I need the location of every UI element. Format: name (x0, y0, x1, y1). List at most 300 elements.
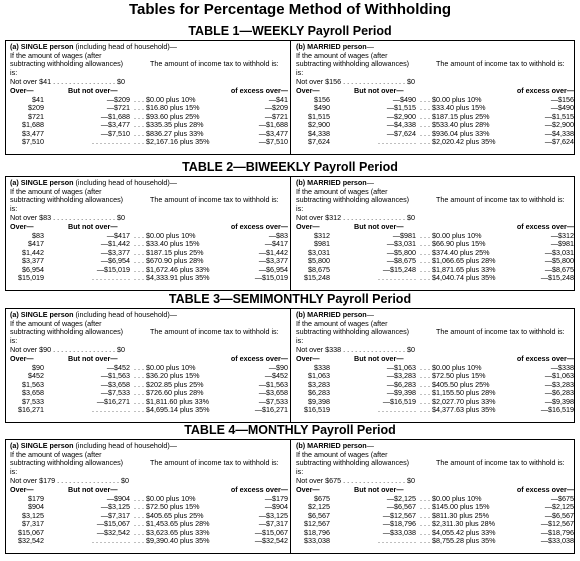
column-divider (290, 309, 291, 422)
wage-but-not-over-cell: —$15,019 (96, 264, 130, 274)
header-over: Over— (10, 221, 34, 231)
bracket-rows (10, 96, 288, 147)
tax-amount-cell: . . . $2,311.30 plus 28% (420, 519, 495, 529)
section-heading-bold: (a) SINGLE person (10, 441, 74, 450)
excess-over-cell: —$209 (264, 103, 288, 113)
tax-amount-cell: . . . $405.65 plus 25% (134, 510, 204, 520)
header-of-excess-over: of excess over— (230, 85, 288, 95)
tax-amount-cell: . . . $202.85 plus 25% (134, 379, 204, 389)
intro-text (10, 320, 288, 346)
tax-amount-cell: . . . $0.00 plus 10% (134, 94, 196, 104)
if-amount-label: If the amount of wages (after subtracting withholding allowances) is: (10, 50, 124, 77)
wage-but-not-over-cell: . . . . . . . . . . (92, 137, 130, 147)
amount-tax-label: The amount of income tax to withhold is: (150, 194, 279, 204)
excess-over-cell: —$18,796 (540, 527, 574, 537)
wage-over-cell: $33,038 (304, 536, 330, 546)
wage-over-cell: $90 (32, 362, 44, 372)
tax-amount-cell: . . . $16.80 plus 15% (134, 103, 200, 113)
tax-amount-cell: . . . $145.00 plus 15% (420, 502, 490, 512)
intro-text (296, 320, 574, 346)
excess-over-cell: —$452 (264, 371, 288, 381)
wage-over-cell: $6,283 (308, 388, 330, 398)
tax-amount-cell: . . . $0.00 plus 10% (134, 362, 196, 372)
table-row (296, 406, 574, 415)
not-over-line: Not over $83 . . . . . . . . . . . . . . . . $0 (10, 212, 126, 222)
amount-tax-label: The amount of income tax to withhold is: (436, 194, 565, 204)
not-over-line: Not over $312 . . . . . . . . . . . . . . . . $0 (296, 212, 416, 222)
wage-but-not-over-cell: —$452 (106, 362, 130, 372)
wage-but-not-over-cell: —$7,533 (100, 388, 130, 398)
wage-over-cell: $3,125 (22, 510, 44, 520)
table-block (5, 423, 575, 554)
wage-over-cell: $156 (314, 94, 330, 104)
excess-over-cell: —$1,688 (258, 120, 288, 130)
if-amount-label: If the amount of wages (after subtracting withholding allowances) is: (10, 186, 124, 213)
wage-but-not-over-cell: —$4,338 (386, 120, 416, 130)
not-over-line: Not over $41 . . . . . . . . . . . . . . . . $0 (10, 76, 126, 86)
tax-amount-cell: . . . $2,167.16 plus 35% (134, 137, 210, 147)
wage-over-cell: $18,796 (304, 527, 330, 537)
section-heading-bold: (a) SINGLE person (10, 42, 74, 51)
wage-over-cell: $721 (28, 111, 44, 121)
single-person-section (10, 442, 288, 546)
header-but-not-over: But not over— (68, 353, 118, 363)
wage-but-not-over-cell: —$3,377 (100, 247, 130, 257)
excess-over-cell: —$3,377 (258, 256, 288, 266)
section-heading-bold: (a) SINGLE person (10, 178, 74, 187)
table-row (296, 537, 574, 546)
header-of-excess-over: of excess over— (230, 484, 288, 494)
header-of-excess-over: of excess over— (230, 353, 288, 363)
wage-over-cell: $1,515 (308, 111, 330, 121)
excess-over-cell: —$33,038 (540, 536, 574, 546)
tax-amount-cell: . . . $335.35 plus 28% (134, 120, 204, 130)
section-heading-bold: (a) SINGLE person (10, 310, 74, 319)
wage-but-not-over-cell: —$7,510 (100, 128, 130, 138)
wage-over-cell: $1,688 (22, 120, 44, 130)
excess-over-cell: —$3,658 (258, 388, 288, 398)
bracket-rows (296, 96, 574, 147)
wage-over-cell: $41 (32, 94, 44, 104)
tax-amount-cell: . . . $4,040.74 plus 35% (420, 273, 496, 283)
table-block (5, 292, 575, 423)
bracket-rows (296, 364, 574, 415)
wage-but-not-over-cell: —$490 (392, 94, 416, 104)
wage-but-not-over-cell: —$12,567 (382, 510, 416, 520)
tax-amount-cell: . . . $2,020.42 plus 35% (420, 137, 496, 147)
header-but-not-over: But not over— (68, 221, 118, 231)
section-heading-bold: (b) MARRIED person (296, 441, 367, 450)
wage-over-cell: $9,398 (308, 396, 330, 406)
wage-but-not-over-cell: —$2,900 (386, 111, 416, 121)
wage-but-not-over-cell: —$1,688 (100, 111, 130, 121)
single-person-section (10, 311, 288, 415)
column-divider (290, 440, 291, 553)
tax-amount-cell: . . . $0.00 plus 10% (420, 94, 482, 104)
single-person-section (10, 179, 288, 283)
wage-over-cell: $2,125 (308, 502, 330, 512)
excess-over-cell: —$179 (264, 493, 288, 503)
wage-over-cell: $209 (28, 103, 44, 113)
section-heading-rest: (including head of household)— (73, 42, 177, 51)
wage-but-not-over-cell: —$6,567 (386, 502, 416, 512)
tax-amount-cell: . . . $1,066.65 plus 28% (420, 256, 496, 266)
tax-amount-cell: . . . $4,333.91 plus 35% (134, 273, 210, 283)
excess-over-cell: —$312 (550, 230, 574, 240)
tax-amount-cell: . . . $374.40 plus 25% (420, 247, 490, 257)
excess-over-cell: —$8,675 (544, 264, 574, 274)
tax-amount-cell: . . . $4,055.42 plus 33% (420, 527, 496, 537)
tax-amount-cell: . . . $811.30 plus 25% (420, 510, 489, 520)
header-but-not-over: But not over— (354, 221, 404, 231)
excess-over-cell: —$156 (550, 94, 574, 104)
tax-amount-cell: . . . $72.50 plus 15% (420, 371, 486, 381)
tax-amount-cell: . . . $4,695.14 plus 35% (134, 405, 210, 415)
wage-over-cell: $1,442 (22, 247, 44, 257)
excess-over-cell: —$490 (550, 103, 574, 113)
wage-over-cell: $3,031 (308, 247, 330, 257)
wage-over-cell: $16,519 (304, 405, 330, 415)
excess-over-cell: —$7,624 (544, 137, 574, 147)
wage-over-cell: $338 (314, 362, 330, 372)
wage-but-not-over-cell: —$15,067 (96, 519, 130, 529)
excess-over-cell: —$90 (268, 362, 288, 372)
wage-but-not-over-cell: —$18,796 (382, 519, 416, 529)
excess-over-cell: —$41 (268, 94, 288, 104)
header-over: Over— (10, 85, 34, 95)
amount-tax-label: The amount of income tax to withhold is: (436, 326, 565, 336)
wage-over-cell: $15,248 (304, 273, 330, 283)
header-but-not-over: But not over— (68, 85, 118, 95)
wage-over-cell: $15,019 (18, 273, 44, 283)
not-over-line: Not over $675 . . . . . . . . . . . . . . . . $0 (296, 475, 416, 485)
wage-over-cell: $7,533 (22, 396, 44, 406)
tax-amount-cell: . . . $187.15 plus 25% (420, 111, 490, 121)
tax-amount-cell: . . . $405.50 plus 25% (420, 379, 490, 389)
wage-but-not-over-cell: —$1,063 (386, 362, 416, 372)
wage-but-not-over-cell: . . . . . . . . . . (378, 137, 416, 147)
excess-over-cell: —$7,533 (258, 396, 288, 406)
tax-amount-cell: . . . $2,027.70 plus 33% (420, 396, 496, 406)
tax-amount-cell: . . . $72.50 plus 15% (134, 502, 200, 512)
bracket-rows (10, 364, 288, 415)
excess-over-cell: —$16,519 (540, 405, 574, 415)
wage-but-not-over-cell: —$16,271 (96, 396, 130, 406)
amount-tax-label: The amount of income tax to withhold is: (150, 457, 279, 467)
wage-over-cell: $6,954 (22, 264, 44, 274)
wage-but-not-over-cell: —$16,519 (382, 396, 416, 406)
table-title: TABLE 1—WEEKLY Payroll Period (188, 24, 392, 38)
bracket-rows (296, 495, 574, 546)
if-amount-label: If the amount of wages (after subtracting withholding allowances) is: (10, 449, 124, 476)
tax-amount-cell: . . . $0.00 plus 10% (420, 362, 482, 372)
section-heading-rest: — (366, 42, 374, 51)
wage-over-cell: $3,477 (22, 128, 44, 138)
wage-but-not-over-cell: . . . . . . . . . . (378, 405, 416, 415)
wage-over-cell: $5,800 (308, 256, 330, 266)
wage-but-not-over-cell: —$1,442 (100, 239, 130, 249)
wage-but-not-over-cell: —$981 (392, 230, 416, 240)
tax-amount-cell: . . . $836.27 plus 33% (134, 128, 204, 138)
excess-over-cell: —$32,542 (254, 536, 288, 546)
tax-amount-cell: . . . $0.00 plus 10% (420, 493, 482, 503)
excess-over-cell: —$1,063 (544, 371, 574, 381)
wage-but-not-over-cell: . . . . . . . . . . (92, 273, 130, 283)
wage-over-cell: $1,063 (308, 371, 330, 381)
wage-but-not-over-cell: —$1,563 (100, 371, 130, 381)
wage-but-not-over-cell: —$2,125 (386, 493, 416, 503)
wage-but-not-over-cell: —$3,658 (100, 379, 130, 389)
excess-over-cell: —$675 (550, 493, 574, 503)
wage-over-cell: $4,338 (308, 128, 330, 138)
intro-text (296, 52, 574, 78)
excess-over-cell: —$338 (550, 362, 574, 372)
header-over: Over— (296, 221, 320, 231)
excess-over-cell: —$7,317 (258, 519, 288, 529)
wage-but-not-over-cell: —$6,954 (100, 256, 130, 266)
table-frame (5, 439, 575, 554)
wage-over-cell: $8,675 (308, 264, 330, 274)
bracket-rows (10, 495, 288, 546)
tax-amount-cell: . . . $533.40 plus 28% (420, 120, 490, 130)
wage-over-cell: $12,567 (304, 519, 330, 529)
table-frame (5, 40, 575, 155)
wage-but-not-over-cell: —$721 (106, 103, 130, 113)
wage-over-cell: $312 (314, 230, 330, 240)
not-over-line: Not over $90 . . . . . . . . . . . . . . . . $0 (10, 344, 126, 354)
single-person-section (10, 43, 288, 147)
wage-but-not-over-cell: —$209 (106, 94, 130, 104)
header-but-not-over: But not over— (354, 484, 404, 494)
tax-amount-cell: . . . $0.00 plus 10% (134, 493, 196, 503)
wage-but-not-over-cell: —$904 (106, 493, 130, 503)
excess-over-cell: —$6,567 (544, 510, 574, 520)
table-title: TABLE 2—BIWEEKLY Payroll Period (182, 160, 398, 174)
section-heading-rest: — (366, 441, 374, 450)
wage-over-cell: $6,567 (308, 510, 330, 520)
excess-over-cell: —$981 (550, 239, 574, 249)
excess-over-cell: —$2,900 (544, 120, 574, 130)
table-title: TABLE 3—SEMIMONTHLY Payroll Period (168, 292, 412, 306)
tax-amount-cell: . . . $33.40 plus 15% (420, 103, 486, 113)
if-amount-label: If the amount of wages (after subtracting withholding allowances) is: (296, 318, 410, 345)
excess-over-cell: —$1,563 (258, 379, 288, 389)
excess-over-cell: —$16,271 (254, 405, 288, 415)
header-over: Over— (296, 484, 320, 494)
wage-over-cell: $675 (314, 493, 330, 503)
wage-but-not-over-cell: —$5,800 (386, 247, 416, 257)
amount-tax-label: The amount of income tax to withhold is: (150, 326, 279, 336)
wage-over-cell: $417 (28, 239, 44, 249)
section-heading-rest: (including head of household)— (73, 310, 177, 319)
wage-but-not-over-cell: —$1,515 (386, 103, 416, 113)
wage-but-not-over-cell: —$9,398 (386, 388, 416, 398)
header-of-excess-over: of excess over— (516, 85, 574, 95)
intro-text (10, 52, 288, 78)
section-heading-bold: (b) MARRIED person (296, 178, 367, 187)
header-over: Over— (296, 85, 320, 95)
tax-amount-cell: . . . $1,811.60 plus 33% (134, 396, 209, 406)
section-heading-rest: (including head of household)— (73, 178, 177, 187)
wage-but-not-over-cell: . . . . . . . . . . (378, 273, 416, 283)
married-person-section (296, 43, 574, 147)
tax-amount-cell: . . . $726.60 plus 28% (134, 388, 204, 398)
wage-over-cell: $16,271 (18, 405, 44, 415)
wage-but-not-over-cell: —$7,624 (386, 128, 416, 138)
wage-but-not-over-cell: —$6,283 (386, 379, 416, 389)
header-but-not-over: But not over— (354, 85, 404, 95)
married-person-section (296, 311, 574, 415)
tax-amount-cell: . . . $3,623.65 plus 33% (134, 527, 210, 537)
wage-over-cell: $452 (28, 371, 44, 381)
table-row (10, 274, 288, 283)
section-heading-rest: (including head of household)— (73, 441, 177, 450)
table-row (296, 138, 574, 147)
section-heading-rest: — (366, 178, 374, 187)
wage-over-cell: $2,900 (308, 120, 330, 130)
excess-over-cell: —$3,477 (258, 128, 288, 138)
excess-over-cell: —$2,125 (544, 502, 574, 512)
header-but-not-over: But not over— (68, 484, 118, 494)
tax-amount-cell: . . . $0.00 plus 10% (134, 230, 196, 240)
amount-tax-label: The amount of income tax to withhold is: (436, 58, 565, 68)
tax-amount-cell: . . . $1,871.65 plus 33% (420, 264, 496, 274)
wage-but-not-over-cell: —$15,248 (382, 264, 416, 274)
intro-text (296, 188, 574, 214)
table-row (296, 274, 574, 283)
header-of-excess-over: of excess over— (516, 484, 574, 494)
tax-amount-cell: . . . $1,155.50 plus 28% (420, 388, 496, 398)
excess-over-cell: —$721 (264, 111, 288, 121)
excess-over-cell: —$4,338 (544, 128, 574, 138)
tax-amount-cell: . . . $8,755.28 plus 35% (420, 536, 496, 546)
married-person-section (296, 179, 574, 283)
tax-amount-cell: . . . $670.90 plus 28% (134, 256, 204, 266)
married-person-section (296, 442, 574, 546)
wage-over-cell: $490 (314, 103, 330, 113)
table-row (10, 138, 288, 147)
wage-over-cell: $981 (314, 239, 330, 249)
if-amount-label: If the amount of wages (after subtracting withholding allowances) is: (296, 50, 410, 77)
wage-over-cell: $32,542 (18, 536, 44, 546)
intro-text (296, 451, 574, 477)
excess-over-cell: —$15,019 (254, 273, 288, 283)
wage-but-not-over-cell: . . . . . . . . . . (92, 405, 130, 415)
table-frame (5, 176, 575, 291)
excess-over-cell: —$417 (264, 239, 288, 249)
wage-over-cell: $7,317 (22, 519, 44, 529)
excess-over-cell: —$12,567 (540, 519, 574, 529)
not-over-line: Not over $156 . . . . . . . . . . . . . . . . $0 (296, 76, 416, 86)
wage-but-not-over-cell: —$3,477 (100, 120, 130, 130)
bracket-rows (296, 232, 574, 283)
excess-over-cell: —$15,248 (540, 273, 574, 283)
wage-but-not-over-cell: —$33,038 (382, 527, 416, 537)
if-amount-label: If the amount of wages (after subtracting withholding allowances) is: (296, 449, 410, 476)
wage-over-cell: $179 (28, 493, 44, 503)
column-divider (290, 177, 291, 290)
header-of-excess-over: of excess over— (230, 221, 288, 231)
wage-over-cell: $3,377 (22, 256, 44, 266)
header-over: Over— (10, 353, 34, 363)
not-over-line: Not over $338 . . . . . . . . . . . . . . . . $0 (296, 344, 416, 354)
excess-over-cell: —$904 (264, 502, 288, 512)
wage-but-not-over-cell: —$3,125 (100, 502, 130, 512)
wage-over-cell: $7,624 (308, 137, 330, 147)
wage-but-not-over-cell: . . . . . . . . . . (92, 536, 130, 546)
tax-amount-cell: . . . $1,672.46 plus 33% (134, 264, 210, 274)
excess-over-cell: —$3,031 (544, 247, 574, 257)
table-block (5, 24, 575, 155)
header-over: Over— (10, 484, 34, 494)
tax-amount-cell: . . . $9,390.40 plus 35% (134, 536, 210, 546)
excess-over-cell: —$7,510 (258, 137, 288, 147)
table-title: TABLE 4—MONTHLY Payroll Period (184, 423, 396, 437)
header-over: Over— (296, 353, 320, 363)
excess-over-cell: —$6,283 (544, 388, 574, 398)
table-frame (5, 308, 575, 423)
excess-over-cell: —$1,515 (544, 111, 574, 121)
section-heading-bold: (b) MARRIED person (296, 310, 367, 319)
if-amount-label: If the amount of wages (after subtracting withholding allowances) is: (296, 186, 410, 213)
tax-amount-cell: . . . $93.60 plus 25% (134, 111, 200, 121)
excess-over-cell: —$5,800 (544, 256, 574, 266)
excess-over-cell: —$6,954 (258, 264, 288, 274)
if-amount-label: If the amount of wages (after subtracting withholding allowances) is: (10, 318, 124, 345)
table-row (10, 537, 288, 546)
wage-but-not-over-cell: . . . . . . . . . . (378, 536, 416, 546)
excess-over-cell: —$1,442 (258, 247, 288, 257)
tax-amount-cell: . . . $1,453.65 plus 28% (134, 519, 210, 529)
column-divider (290, 41, 291, 154)
wage-over-cell: $904 (28, 502, 44, 512)
table-block (5, 160, 575, 291)
amount-tax-label: The amount of income tax to withhold is: (150, 58, 279, 68)
header-of-excess-over: of excess over— (516, 221, 574, 231)
wage-over-cell: $7,510 (22, 137, 44, 147)
amount-tax-label: The amount of income tax to withhold is: (436, 457, 565, 467)
wage-but-not-over-cell: —$8,675 (386, 256, 416, 266)
excess-over-cell: —$15,067 (254, 527, 288, 537)
tax-amount-cell: . . . $936.04 plus 33% (420, 128, 490, 138)
wage-but-not-over-cell: —$3,283 (386, 371, 416, 381)
document-title: Tables for Percentage Method of Withholding (128, 1, 452, 18)
wage-over-cell: $15,067 (18, 527, 44, 537)
excess-over-cell: —$3,283 (544, 379, 574, 389)
tax-amount-cell: . . . $0.00 plus 10% (420, 230, 482, 240)
wage-but-not-over-cell: —$417 (106, 230, 130, 240)
tax-amount-cell: . . . $36.20 plus 15% (134, 371, 200, 381)
tax-amount-cell: . . . $33.40 plus 15% (134, 239, 200, 249)
tax-amount-cell: . . . $187.15 plus 25% (134, 247, 204, 257)
wage-over-cell: $3,283 (308, 379, 330, 389)
not-over-line: Not over $179 . . . . . . . . . . . . . . . . $0 (10, 475, 130, 485)
intro-text (10, 188, 288, 214)
wage-over-cell: $3,658 (22, 388, 44, 398)
wage-but-not-over-cell: —$3,031 (386, 239, 416, 249)
table-row (10, 406, 288, 415)
wage-over-cell: $1,563 (22, 379, 44, 389)
section-heading-bold: (b) MARRIED person (296, 42, 367, 51)
tax-amount-cell: . . . $66.90 plus 15% (420, 239, 486, 249)
excess-over-cell: —$83 (268, 230, 288, 240)
excess-over-cell: —$9,398 (544, 396, 574, 406)
header-of-excess-over: of excess over— (516, 353, 574, 363)
wage-over-cell: $83 (32, 230, 44, 240)
tax-amount-cell: . . . $4,377.63 plus 35% (420, 405, 496, 415)
intro-text (10, 451, 288, 477)
wage-but-not-over-cell: —$32,542 (96, 527, 130, 537)
